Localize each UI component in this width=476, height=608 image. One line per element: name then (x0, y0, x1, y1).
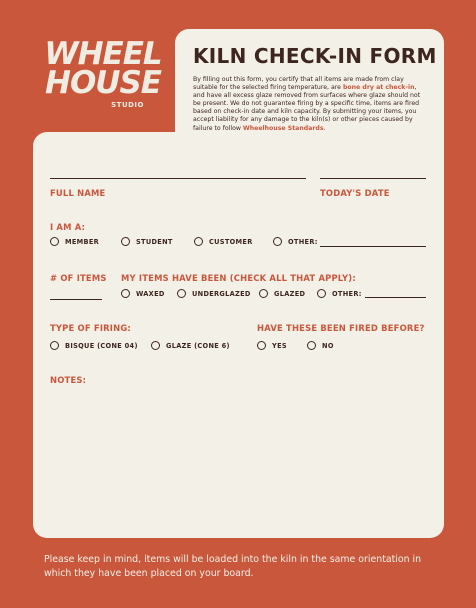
full-name-field[interactable] (50, 178, 306, 179)
option-yes[interactable] (257, 341, 287, 350)
num-items-label: # OF ITEMS (50, 273, 107, 283)
option-glazed-label: GLAZED (274, 289, 306, 298)
option-member[interactable] (50, 237, 99, 246)
i-am-label: I AM A: (50, 222, 86, 232)
logo-line-1: WHEEL (44, 36, 162, 72)
option-student-label: STUDENT (136, 237, 173, 246)
option-yes-label: YES (272, 341, 287, 350)
option-glazed[interactable] (259, 289, 305, 298)
radio-other-treatment[interactable] (317, 289, 326, 298)
form-intro (193, 76, 425, 133)
radio-glazed[interactable] (259, 289, 268, 298)
full-name-label: FULL NAME (50, 188, 106, 198)
form-title: KILN CHECK-IN FORM (193, 44, 437, 68)
radio-underglazed[interactable] (177, 289, 186, 298)
intro-text-1: By filling out this form, you certify that all items are made from clay suitable for the selected firing temperature, are (193, 76, 404, 92)
option-underglazed[interactable] (177, 289, 251, 298)
num-items-field[interactable] (50, 299, 102, 300)
intro-highlight-bone-dry: bone dry at check-in (342, 84, 415, 92)
option-waxed-label: WAXED (136, 289, 165, 298)
radio-customer[interactable] (194, 237, 203, 246)
radio-waxed[interactable] (121, 289, 130, 298)
studio-logo (44, 36, 162, 109)
footer-note: Please keep in mind, items will be loaded into the kiln in the same orientation in which they have been placed on your board. (44, 554, 422, 579)
items-been-label: MY ITEMS HAVE BEEN (CHECK ALL THAT APPLY): (121, 273, 356, 283)
radio-member[interactable] (50, 237, 59, 246)
option-bisque-label: BISQUE (CONE 04) (65, 341, 138, 350)
option-glaze-label: GLAZE (CONE 6) (166, 341, 230, 350)
option-member-label: MEMBER (65, 237, 100, 246)
option-waxed[interactable] (121, 289, 165, 298)
option-glaze[interactable] (151, 341, 230, 350)
option-customer-label: CUSTOMER (209, 237, 253, 246)
firing-type-label: TYPE OF FIRING: (50, 323, 131, 333)
option-bisque[interactable] (50, 341, 138, 350)
notes-label: NOTES: (50, 375, 87, 385)
logo-line-2: HOUSE (45, 65, 161, 101)
wheelhouse-standards-link[interactable]: Wheelhouse Standards (242, 124, 324, 132)
option-other-role-label: OTHER: (288, 237, 318, 246)
radio-glaze[interactable] (151, 341, 160, 350)
option-other-treatment[interactable] (317, 289, 362, 298)
other-role-field[interactable] (320, 246, 426, 247)
option-underglazed-label: UNDERGLAZED (192, 289, 251, 298)
option-customer[interactable] (194, 237, 253, 246)
other-treatment-field[interactable] (365, 297, 426, 298)
logo-subtitle: STUDIO (111, 101, 144, 109)
radio-bisque[interactable] (50, 341, 59, 350)
option-other-treatment-label: OTHER: (332, 289, 362, 298)
option-no[interactable] (307, 341, 334, 350)
date-label: TODAY'S DATE (320, 188, 390, 198)
radio-no[interactable] (307, 341, 316, 350)
radio-yes[interactable] (257, 341, 266, 350)
notes-area[interactable] (50, 390, 426, 525)
radio-other-role[interactable] (273, 237, 282, 246)
date-field[interactable] (320, 178, 426, 179)
intro-text-3: . (323, 124, 326, 132)
option-no-label: NO (322, 341, 334, 350)
option-student[interactable] (121, 237, 173, 246)
option-other-role[interactable] (273, 237, 318, 246)
radio-student[interactable] (121, 237, 130, 246)
fired-before-label: HAVE THESE BEEN FIRED BEFORE? (257, 323, 425, 333)
intro-text-2: , and have all excess glaze removed from surfaces where glaze should not be present. We do not guarantee firing by a specific time, items are fired based on check-in date and kiln capacity. By submitting your items, you accept liability for any damage to the kiln(s) or other pieces caused by failure to follow (193, 84, 421, 132)
